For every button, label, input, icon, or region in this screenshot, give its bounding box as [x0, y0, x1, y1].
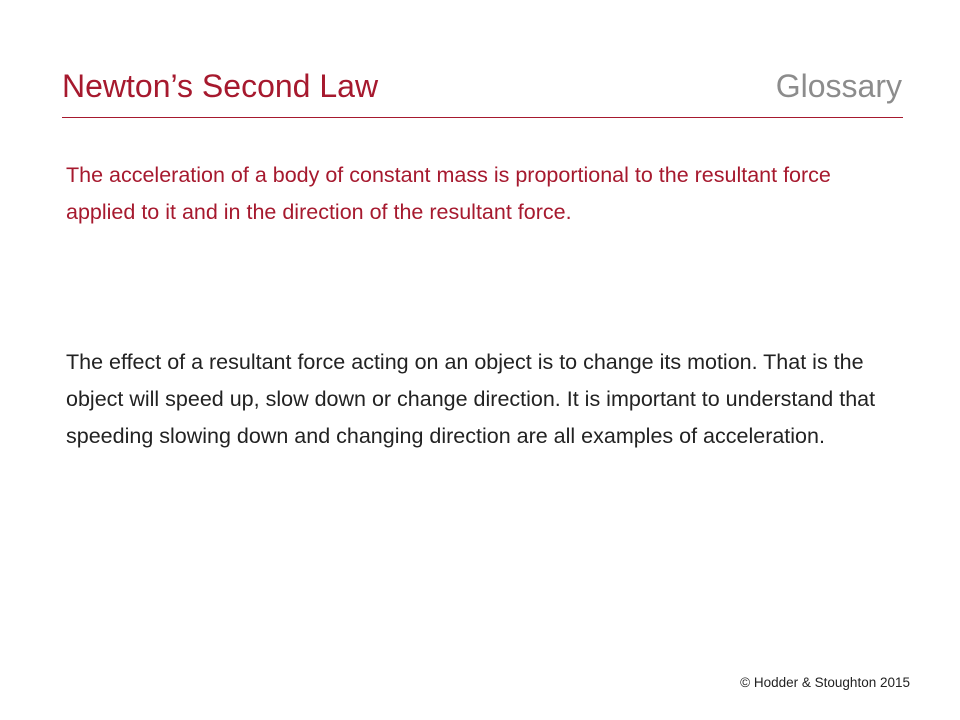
copyright-notice: © Hodder & Stoughton 2015 [740, 675, 910, 690]
header-divider [62, 117, 903, 118]
slide-section-label: Glossary [775, 68, 902, 104]
explanation-text: The effect of a resultant force acting on an object is to change its motion. That is the object will speed up, slow down or change direction. It is important to understand that speeding slowing down and changing direction are all examples of acceleration. [66, 350, 876, 448]
definition-text: The acceleration of a body of constant mass is proportional to the resultant force applied to it and in the direction of the resultant force. [66, 163, 831, 224]
slide-title: Newton’s Second Law [62, 68, 379, 104]
